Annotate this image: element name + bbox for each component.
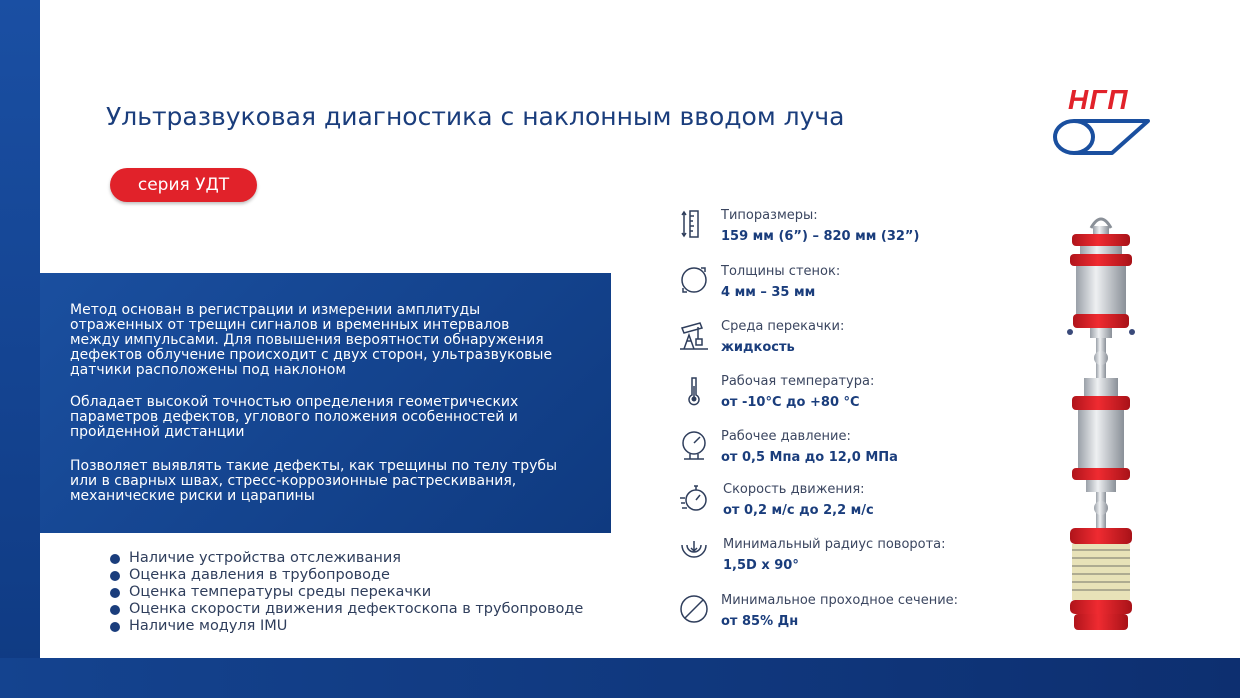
list-item: Оценка давления в трубопроводе [110, 567, 583, 584]
ruler-icon [678, 208, 710, 240]
spec-speed [678, 482, 1018, 530]
spec-value: от 0,2 м/с до 2,2 м/с [723, 503, 874, 518]
spec-value: от 85% Дн [721, 614, 799, 629]
spec-value: жидкость [721, 340, 795, 355]
list-item: Оценка скорости движения дефектоскопа в трубопроводе [110, 601, 583, 618]
spec-value: 1,5D х 90° [723, 558, 799, 573]
list-item: Наличие устройства отслеживания [110, 550, 583, 567]
spec-label: Среда перекачки: [721, 319, 845, 334]
company-logo [1050, 84, 1150, 156]
description-paragraph-1: Метод основан в регистрации и измерении амплитуды отраженных от трещин сигналов и временных интервалов между импульсами. Для повышения вероятности обнаружения дефектов облучение происходит с двух сторон, ультразвуковые датчики расположены под наклоном [70, 302, 553, 378]
pressure-gauge-icon [678, 429, 710, 461]
left-accent-bar [0, 0, 40, 698]
spec-label: Рабочее давление: [721, 429, 851, 444]
spec-wall-thickness [678, 264, 1018, 312]
spec-bend-radius [678, 537, 1018, 585]
bullet-dot-icon [110, 622, 120, 632]
list-item: Наличие модуля IMU [110, 618, 583, 635]
series-badge: серия УДТ [110, 168, 257, 202]
spec-label: Скорость движения: [723, 482, 865, 497]
inspection-pig-image [1060, 210, 1142, 635]
spec-value: от -10°С до +80 °С [721, 395, 860, 410]
spec-pressure [678, 429, 1018, 477]
page-title: Ультразвуковая диагностика с наклонным вводом луча [106, 102, 845, 131]
bullet-dot-icon [110, 605, 120, 615]
stopwatch-icon [678, 482, 710, 514]
oil-pump-icon [678, 319, 710, 351]
feature-list [110, 550, 583, 635]
logo-pipe-icon [1050, 84, 1150, 156]
bottom-accent-bar [0, 658, 1240, 698]
bullet-dot-icon [110, 554, 120, 564]
spec-temperature [678, 374, 1018, 422]
spec-medium [678, 319, 1018, 367]
spec-label: Типоразмеры: [721, 208, 818, 223]
list-item: Оценка температуры среды перекачки [110, 584, 583, 601]
bend-radius-icon [678, 537, 710, 569]
description-paragraph-2: Обладает высокой точностью определения геометрических параметров дефектов, углового положения особенностей и пройденной дистанции [70, 394, 519, 440]
spec-value: от 0,5 Мпа до 12,0 МПа [721, 450, 898, 465]
spec-label: Рабочая температура: [721, 374, 875, 389]
spec-sizes [678, 208, 1018, 256]
diameter-icon [678, 593, 710, 625]
thermometer-icon [678, 374, 710, 406]
spec-min-section [678, 593, 1018, 641]
spec-label: Минимальное проходное сечение: [721, 593, 959, 608]
bullet-dot-icon [110, 571, 120, 581]
spec-label: Минимальный радиус поворота: [723, 537, 946, 552]
pipe-wall-icon [678, 264, 710, 296]
logo-text: НГП [1068, 84, 1129, 115]
description-paragraph-3: Позволяет выявлять такие дефекты, как трещины по телу трубы или в сварных швах, стресс-коррозионные растрескивания, механические риски и царапины [70, 458, 558, 504]
bullet-dot-icon [110, 588, 120, 598]
spec-value: 4 мм – 35 мм [721, 285, 816, 300]
spec-label: Толщины стенок: [721, 264, 841, 279]
spec-value: 159 мм (6”) – 820 мм (32”) [721, 229, 920, 244]
